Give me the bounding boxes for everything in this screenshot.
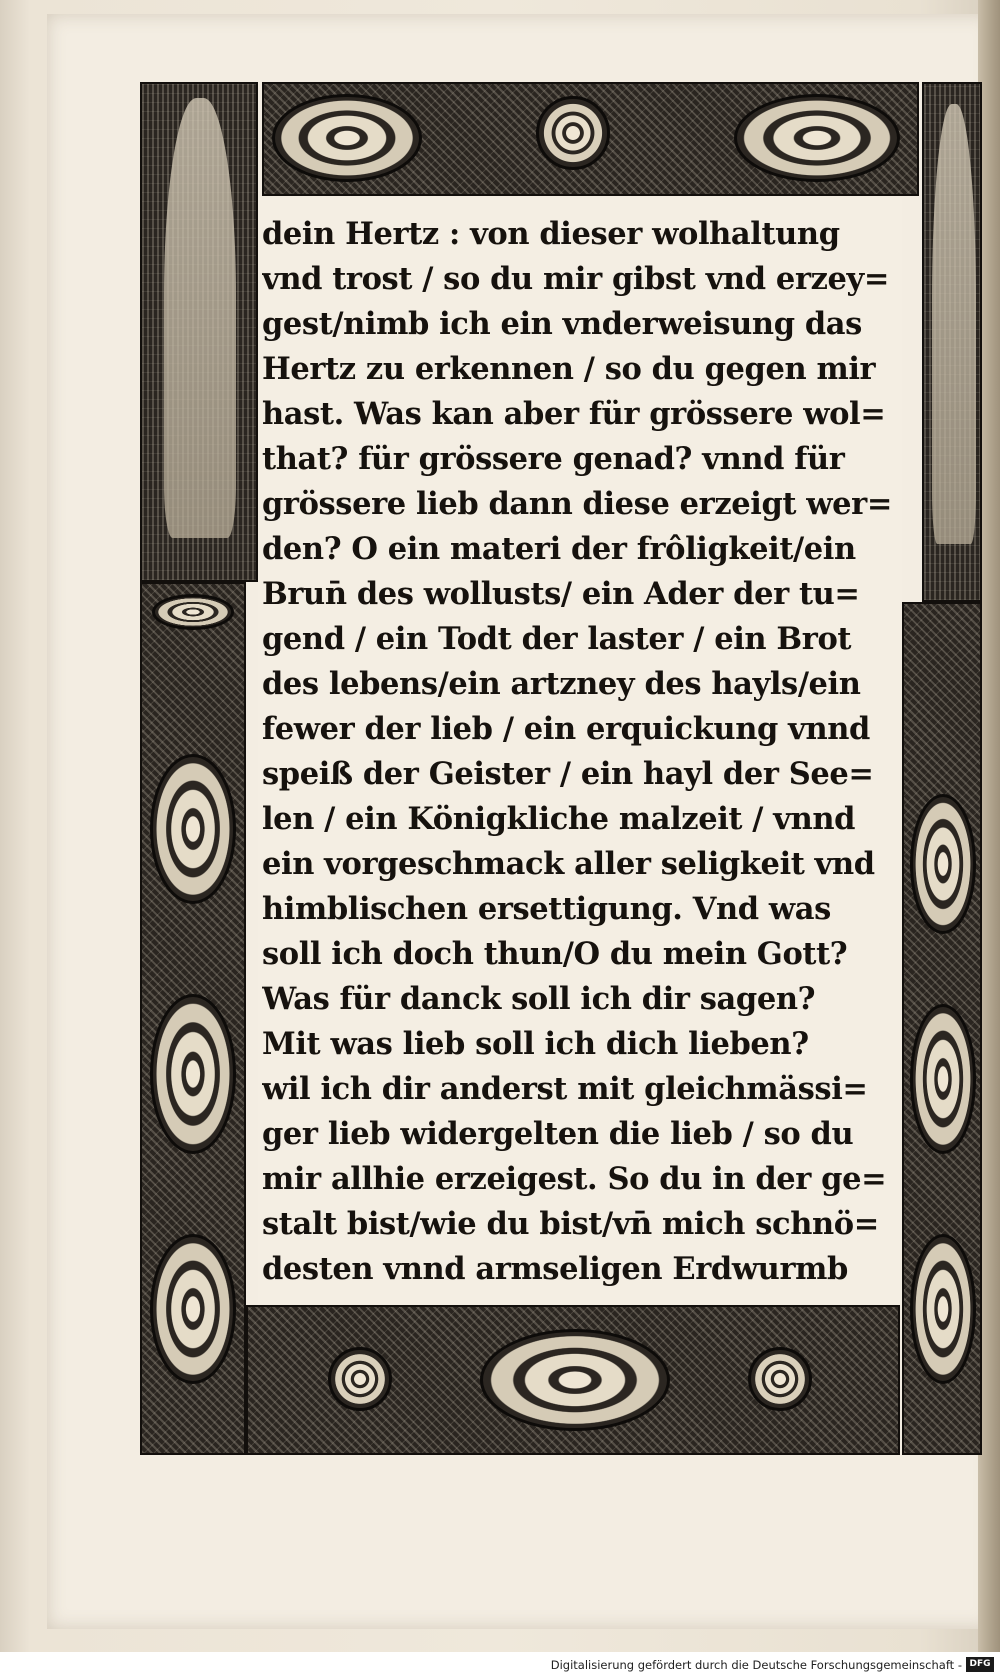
- ornament-oval-left: [272, 94, 422, 182]
- woodcut-border-left-column: [140, 582, 246, 1455]
- text-line: himblischen ersettigung. Vnd was: [262, 891, 831, 927]
- text-line: gest/nimb ich ein vnderweisung das: [262, 306, 862, 342]
- text-line: vnd trost / so du mir gibst vnd erzey=: [262, 261, 890, 297]
- woodcut-border-right-figure: [922, 82, 982, 602]
- dfg-logo: DFG: [966, 1657, 994, 1672]
- text-line: soll ich doch thun/O du mein Gott?: [262, 936, 848, 972]
- text-line: mir allhie erzeigest. So du in der ge=: [262, 1161, 887, 1197]
- text-line: Hertz zu erkennen / so du gegen mir: [262, 351, 876, 387]
- text-line: ger lieb widergelten die lieb / so du: [262, 1116, 854, 1152]
- woodcut-border-right-column: [902, 602, 982, 1455]
- text-line: fewer der lieb / ein erquickung vnnd: [262, 711, 870, 747]
- ornament-column-right-3: [910, 1234, 976, 1384]
- text-line: that? für grössere genad? vnnd für: [262, 441, 845, 477]
- text-line: len / ein Königkliche malzeit / vnnd: [262, 801, 856, 837]
- ornament-column-left-1: [152, 594, 234, 630]
- saint-figure-right: [932, 104, 976, 544]
- ornament-column-right-1: [910, 794, 976, 934]
- printed-text-block: [258, 198, 902, 1305]
- text-line: Brun̄ des wollusts/ ein Ader der tu=: [262, 576, 860, 612]
- text-line: ein vorgeschmack aller seligkeit vnd: [262, 846, 875, 882]
- text-line: grössere lieb dann diese erzeigt wer=: [262, 486, 892, 522]
- ornament-column-left-4: [150, 1234, 236, 1384]
- text-line: des lebens/ein artzney des hayls/ein: [262, 666, 861, 702]
- text-line: Mit was lieb soll ich dich lieben?: [262, 1026, 809, 1062]
- saint-figure-left: [164, 98, 236, 538]
- text-line: gend / ein Todt der laster / ein Brot: [262, 621, 852, 657]
- text-line: desten vnnd armseligen Erdwurmb: [262, 1251, 848, 1287]
- woodcut-border-top: [262, 82, 919, 196]
- text-line: wil ich dir anderst mit gleichmässi=: [262, 1071, 868, 1107]
- text-line: den? O ein materi der frôligkeit/ein: [262, 531, 856, 567]
- ornament-column-right-2: [910, 1004, 976, 1154]
- ornament-bottom-right: [748, 1347, 812, 1411]
- text-line: hast. Was kan aber für grössere wol=: [262, 396, 886, 432]
- ornament-bottom-left: [328, 1347, 392, 1411]
- ornament-column-left-2: [150, 754, 236, 904]
- text-line: dein Hertz : von dieser wolhaltung: [262, 216, 840, 252]
- ornament-oval-right: [734, 94, 900, 182]
- woodcut-border-left-figure: [140, 82, 258, 582]
- ornament-column-left-3: [150, 994, 236, 1154]
- ornament-bottom-center: [480, 1329, 670, 1431]
- text-line: speiß der Geister / ein hayl der See=: [262, 756, 874, 792]
- digitization-credit: Digitalisierung gefördert durch die Deutsche Forschungsgemeinschaft -: [550, 1658, 962, 1672]
- woodcut-border-bottom: [246, 1305, 900, 1455]
- ornament-rosette-center: [536, 96, 610, 170]
- text-line: stalt bist/wie du bist/vn̄ mich schnö=: [262, 1206, 879, 1242]
- text-line: Was für danck soll ich dir sagen?: [262, 981, 816, 1017]
